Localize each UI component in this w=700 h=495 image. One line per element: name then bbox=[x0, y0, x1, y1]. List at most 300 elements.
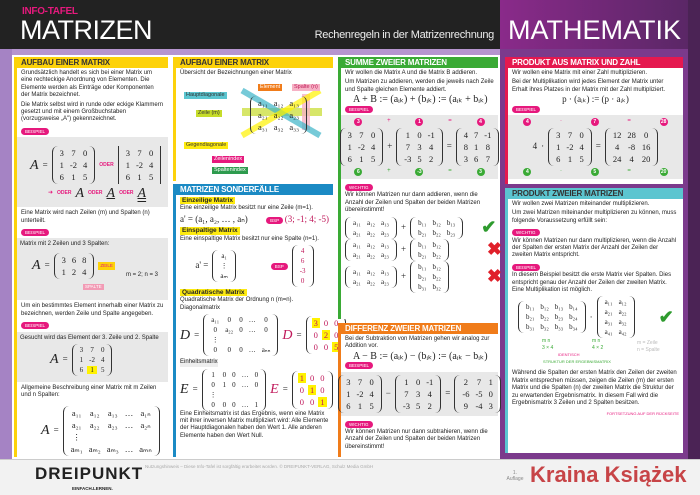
section-title: AUFBAU EINER MATRIX bbox=[17, 57, 168, 68]
matrix-result bbox=[456, 128, 500, 166]
example-badge: BEISPIEL bbox=[21, 128, 49, 135]
text: Während die Spalten der ersten Matrix den Zeilen der zweiten Matrix entsprechen müssen, zeigen die Zeilen (m) der ersten Matrix und die Spalten (n) der zweiten Matrix die Struktur der zu erwartenden Ergebnismatrix. In diesem Fall wird die Ergebnismatrix 3 Zeilen und 2 Spalten besitzen. bbox=[512, 370, 677, 407]
matrix-cell: … bbox=[241, 400, 249, 409]
number-circle: 4 bbox=[523, 118, 531, 126]
matrix-cell bbox=[123, 432, 136, 442]
matrix-cell: 28 bbox=[627, 130, 636, 141]
or-label: ODER bbox=[119, 190, 134, 197]
matrix-row bbox=[124, 160, 156, 170]
matrix-cell: 0 bbox=[310, 372, 315, 383]
important-badge: WICHTIG bbox=[345, 421, 373, 428]
matrix-cell: 3 bbox=[488, 400, 493, 411]
matrix-cell: 7 bbox=[357, 376, 363, 387]
matrix-cell: 0 bbox=[334, 318, 339, 329]
matrix-cell: b₁₂ bbox=[432, 240, 441, 249]
matrix-row bbox=[60, 267, 89, 277]
matrix-cell: 1 bbox=[61, 266, 66, 277]
text: Bei der Subtraktion von Matrizen gehen wir analog zur Addition vor. bbox=[345, 336, 490, 350]
matrix-cell bbox=[223, 336, 235, 344]
matrix-row bbox=[524, 303, 580, 311]
operator: · bbox=[560, 118, 563, 125]
matrix-row bbox=[256, 98, 301, 108]
check-icon: ✔ bbox=[481, 216, 497, 237]
matrix-cell: 1 bbox=[404, 376, 409, 387]
matrix-row bbox=[209, 326, 272, 334]
mn-label: m n bbox=[542, 338, 551, 345]
matrix-cell: a₁₃ bbox=[381, 218, 389, 227]
matrix-cell bbox=[237, 336, 245, 344]
matrix-grid bbox=[345, 217, 397, 239]
matrix-cell: b₃₂ bbox=[540, 323, 549, 332]
matrix-cell: 7 bbox=[137, 148, 142, 159]
matrix-row bbox=[402, 142, 436, 152]
operator: + bbox=[387, 168, 391, 175]
matrix-cell: 6 bbox=[125, 172, 130, 183]
matrix-cell: aₘ bbox=[220, 272, 228, 281]
text: Grundsätzlich handelt es sich bei einer Matrix um eine rechteckige Anordnung von Elementen. Die Elemente werden als Einträge oder Komponenten der Matrix bezeichnet. bbox=[21, 70, 154, 99]
matrix-cell: 0 bbox=[300, 277, 305, 286]
important-badge: WICHTIG bbox=[512, 229, 540, 236]
label-column: Spalte (n) bbox=[294, 84, 318, 90]
matrix-row bbox=[69, 420, 154, 430]
matrix-cell: -2 bbox=[135, 160, 144, 171]
matrix-row bbox=[256, 122, 301, 132]
matrix-cell: 0 bbox=[334, 330, 339, 341]
matrix-cell: … bbox=[248, 326, 256, 335]
label-row-index: Zeilenindex bbox=[214, 156, 243, 162]
matrix-cell: 3 bbox=[417, 142, 422, 153]
matrix-name: D bbox=[282, 327, 293, 343]
matrix-cell: 7 bbox=[474, 130, 479, 141]
equals: = bbox=[192, 383, 198, 394]
matrix-cell: -5 bbox=[475, 388, 483, 399]
subject-banner bbox=[500, 0, 690, 49]
matrix-cell: aₙₙ bbox=[261, 346, 271, 355]
matrix-row bbox=[218, 252, 229, 260]
matrix-cell: 6 bbox=[347, 154, 352, 165]
matrix-cell: 1 bbox=[405, 130, 410, 141]
matrix-cell: 0 bbox=[299, 384, 305, 395]
matrix-cell: a₂₃ bbox=[381, 277, 389, 286]
matrix-row bbox=[78, 346, 107, 354]
or-label: ODER bbox=[88, 190, 103, 197]
matrix-a bbox=[338, 375, 382, 413]
matrix-cell: 0 bbox=[82, 148, 88, 159]
number-circle: 1 bbox=[415, 118, 423, 126]
example-title: Gesucht wird das Element der 3. Zeile und 2. Spalte bbox=[20, 334, 159, 341]
matrix-brackets bbox=[118, 146, 162, 184]
section-title: SUMME ZWEIER MATRIZEN bbox=[341, 57, 498, 68]
matrix-row bbox=[524, 323, 580, 331]
matrix-cell: 4 bbox=[300, 247, 305, 256]
matrix-row bbox=[124, 148, 156, 158]
plus: + bbox=[401, 221, 407, 232]
matrix-name: A bbox=[30, 157, 39, 173]
matrix-cell: 0 bbox=[239, 346, 243, 355]
matrix-cell: 1 bbox=[222, 380, 227, 389]
matrix-grid bbox=[410, 261, 449, 293]
matrix-cell bbox=[260, 336, 273, 344]
matrix-grid bbox=[597, 296, 635, 338]
matrix-cell: b₂₁ bbox=[526, 313, 535, 322]
matrix-grid bbox=[456, 128, 500, 166]
matrix-row bbox=[460, 401, 494, 411]
matrix-row bbox=[298, 385, 327, 395]
text: Um zwei Matrizen miteinander multiplizieren zu können, muss folgende Voraussetzung erfüllt sein: bbox=[512, 210, 677, 224]
matrix-name: E bbox=[180, 381, 189, 397]
number-circle: 28 bbox=[660, 119, 667, 126]
matrix bbox=[410, 217, 463, 239]
matrix-row bbox=[298, 267, 308, 275]
matrix-cell: 3 bbox=[415, 388, 421, 399]
kicker: INFO-TAFEL bbox=[22, 6, 78, 17]
matrix-cell: 4 bbox=[463, 130, 469, 141]
matrix-cell: 3 bbox=[79, 346, 84, 355]
matrix-cell: 1 bbox=[346, 388, 351, 399]
matrix-cell: b₃₄ bbox=[569, 323, 578, 332]
matrix-cell: a₂₁ bbox=[604, 308, 613, 317]
matrix-result bbox=[605, 128, 659, 166]
matrix-row bbox=[69, 432, 154, 442]
matrix-cell: -1 bbox=[426, 376, 434, 387]
subheading: Quadratische Matrix bbox=[182, 289, 245, 297]
matrix-cell: a₁₁ bbox=[211, 316, 220, 325]
page-title: MATRIZEN bbox=[20, 15, 152, 45]
matrix-row bbox=[351, 251, 391, 259]
legend-m: m = Zeile bbox=[637, 340, 658, 347]
text: Wir können Matrizen nur dann subtrahieren, wenn die Anzahl der Zeilen und Spalten der beiden Matrizen übereinstimmt! bbox=[345, 429, 488, 450]
valid-example bbox=[345, 216, 497, 239]
check-icon: ✔ bbox=[658, 306, 674, 327]
matrix-row bbox=[298, 257, 308, 265]
legend-n: n = Spalte bbox=[637, 347, 660, 354]
number-circle: 3 bbox=[354, 118, 362, 126]
matrix-row bbox=[78, 356, 107, 364]
matrix-cell: b₂₁ bbox=[418, 250, 427, 259]
matrix-b bbox=[518, 301, 586, 333]
general-matrix bbox=[63, 406, 160, 456]
matrix-cell: -3 bbox=[404, 154, 412, 165]
matrix-grid bbox=[212, 250, 235, 282]
notation-a: A bbox=[75, 186, 85, 202]
matrix-row bbox=[351, 268, 391, 276]
matrix-cell: a₂₂ bbox=[618, 308, 627, 317]
matrix-grid bbox=[54, 253, 95, 279]
matrix-row bbox=[346, 154, 378, 164]
matrix-cell: 0 bbox=[100, 346, 105, 355]
bottom-calculation bbox=[344, 168, 495, 176]
matrix-cell: … bbox=[124, 443, 134, 454]
label-main-diagonal: Hauptdiagonale bbox=[186, 92, 225, 98]
top-calculation bbox=[344, 118, 495, 126]
matrix-cell: aₘ₃ bbox=[106, 443, 119, 454]
text: Eine Matrix wird nach Zeilen (m) und Spalten (n) unterteilt. bbox=[21, 210, 150, 224]
matrix-b bbox=[396, 128, 442, 166]
matrix-row bbox=[416, 283, 443, 291]
matrix-cell: 5 bbox=[579, 154, 584, 165]
matrix-row bbox=[401, 389, 435, 399]
formula: A + B := (aᵢₖ) + (bᵢₖ) := (aᵢₖ + bᵢₖ) bbox=[353, 94, 488, 106]
matrix-row bbox=[69, 408, 154, 418]
section-difference bbox=[338, 323, 498, 457]
matrix-row bbox=[312, 330, 341, 340]
matrix-cell: ⋮ bbox=[72, 431, 81, 442]
matrix-grid bbox=[292, 371, 333, 409]
watermark: Kraina Książek bbox=[530, 462, 687, 487]
matrix-cell: 0 bbox=[264, 326, 268, 335]
matrix-cell: 4 bbox=[429, 142, 434, 153]
label-anti-diagonal: Gegendiagonale bbox=[186, 142, 227, 148]
matrix-cell: 3 bbox=[347, 130, 352, 141]
section-scalar-product bbox=[505, 57, 683, 184]
matrix-cell: a₁₂ bbox=[367, 240, 375, 249]
equals: = bbox=[595, 141, 601, 152]
matrix-cell: b₃₁ bbox=[418, 282, 427, 291]
text: Diagonalmatrix bbox=[180, 304, 221, 311]
example-box bbox=[17, 238, 168, 300]
matrix-cell: a₂₁ bbox=[353, 250, 361, 259]
matrix-row bbox=[58, 172, 90, 182]
matrix-cell: … bbox=[124, 419, 134, 430]
matrix-cell: 4 bbox=[579, 142, 584, 153]
matrix bbox=[345, 266, 397, 288]
matrix-grid bbox=[345, 239, 397, 261]
matrix-b bbox=[395, 375, 441, 413]
text: Quadratische Matrix der Ordnung n (m=n). bbox=[180, 297, 294, 304]
example: (3; -1; 4; -5) bbox=[284, 213, 329, 224]
equals: = bbox=[194, 329, 200, 340]
number-circle: 3 bbox=[477, 168, 485, 176]
matrix-cell: ⋮ bbox=[220, 262, 228, 271]
matrix-row bbox=[346, 130, 378, 140]
matrix-cell: -2 bbox=[89, 356, 95, 365]
matrix-cell: 4 bbox=[100, 356, 105, 365]
section-aufbau bbox=[14, 57, 168, 457]
matrix-cell: 8 bbox=[82, 254, 87, 265]
matrix-grid bbox=[250, 96, 307, 134]
matrix-cell: 7 bbox=[567, 130, 573, 141]
matrix-row bbox=[603, 318, 629, 326]
example-badge: BEISPIEL bbox=[512, 106, 540, 113]
matrix-cell: 1 bbox=[488, 376, 493, 387]
matrix-row bbox=[218, 262, 229, 270]
matrix-cell: 6 bbox=[71, 254, 77, 265]
text: Wir können Matrizen nur dann addieren, wenn die Anzahl der Zeilen und Spalten der beiden Matrizen übereinstimmt! bbox=[345, 192, 481, 214]
matrix-cell: b₁₁ bbox=[418, 262, 427, 271]
example-box bbox=[341, 115, 498, 179]
matrix-cell: 5 bbox=[100, 366, 105, 375]
matrix-cell: a₁₂ bbox=[273, 98, 284, 108]
matrix-row bbox=[69, 444, 154, 454]
matrix-cell: 1 bbox=[137, 172, 142, 183]
matrix-cell bbox=[230, 391, 238, 399]
logo: DREIPUNKT bbox=[35, 464, 144, 483]
matrix-cell: b₃₃ bbox=[554, 323, 564, 332]
matrix-cell: 6 bbox=[79, 366, 84, 375]
matrix-cell: 0 bbox=[239, 316, 243, 325]
matrix-row bbox=[611, 154, 653, 164]
matrix-row bbox=[58, 160, 90, 170]
number-circle: -3 bbox=[417, 169, 422, 176]
example-box bbox=[341, 372, 498, 416]
matrix-cell: 4 bbox=[614, 142, 620, 153]
matrix-row bbox=[416, 251, 443, 259]
matrix-cell: … bbox=[248, 316, 256, 325]
matrix-row bbox=[611, 142, 653, 152]
cross-icon: ✖ bbox=[486, 265, 502, 286]
matrix-cell: -1 bbox=[427, 130, 435, 141]
matrix-row bbox=[462, 154, 494, 164]
times: · bbox=[541, 141, 545, 152]
matrix bbox=[212, 250, 235, 282]
operator: = bbox=[448, 168, 452, 175]
matrix-row bbox=[460, 377, 494, 387]
matrix-cell: b₂₃ bbox=[446, 228, 456, 237]
matrix-cell: 7 bbox=[405, 142, 410, 153]
matrix-row bbox=[298, 247, 308, 255]
matrix-grid bbox=[118, 146, 162, 184]
label-column-index: Spaltenindex bbox=[214, 167, 246, 173]
example-badge: BEISPIEL bbox=[345, 106, 373, 113]
number-circle: 4 bbox=[523, 168, 531, 176]
matrix-row bbox=[208, 401, 261, 409]
text: Wir wollen eine Matrix mit einer Zahl multiplizieren. bbox=[512, 70, 648, 76]
matrix-cell: b₂₄ bbox=[569, 313, 578, 322]
structure-label: STRUKTUR DER ERGEBNISMATRIX bbox=[543, 359, 611, 365]
matrix-row bbox=[298, 397, 327, 407]
matrix-cell: 0 bbox=[488, 388, 493, 399]
plus: + bbox=[401, 270, 407, 281]
matrix-cell: 7 bbox=[90, 346, 94, 355]
text: Wir wollen die Matrix A und die Matrix B addieren. bbox=[345, 70, 478, 76]
matrix-cell: a₁₂ bbox=[89, 407, 100, 418]
matrix-cell: 0 bbox=[643, 130, 649, 141]
edition: 1. Auflage bbox=[506, 470, 524, 482]
matrix-row bbox=[298, 277, 308, 285]
matrix bbox=[410, 239, 449, 261]
matrix-cell: 0 bbox=[313, 342, 318, 353]
subtitle: Rechenregeln in der Matrizenrechnung bbox=[314, 29, 494, 41]
matrix-row bbox=[416, 273, 443, 281]
matrix-cell: … bbox=[248, 346, 256, 355]
matrix-row bbox=[346, 142, 378, 152]
matrix-cell: a₁₁ bbox=[353, 218, 361, 227]
matrix-cell: 3 bbox=[313, 318, 318, 329]
matrix-cell: 6 bbox=[300, 257, 305, 266]
matrix-cell bbox=[247, 336, 258, 344]
matrix-cell: a₁₃ bbox=[381, 267, 389, 276]
matrix-cell: 0 bbox=[370, 130, 376, 141]
matrix-grid bbox=[605, 128, 659, 166]
minus: − bbox=[385, 387, 391, 398]
matrix-row bbox=[416, 219, 457, 227]
matrix-cell: b₁₂ bbox=[432, 262, 441, 271]
row-label: ZEILE bbox=[100, 263, 113, 269]
example-badge: BEISPIEL bbox=[345, 362, 373, 369]
equals: = bbox=[296, 329, 302, 340]
matrix-name: D bbox=[180, 327, 191, 343]
matrix-cell: 1 bbox=[59, 160, 64, 171]
label: a' = bbox=[195, 260, 209, 271]
matrix-cell: -8 bbox=[628, 142, 636, 153]
matrix-cell: 6 bbox=[59, 172, 64, 183]
times: · bbox=[589, 311, 593, 322]
section-title: PRODUKT AUS MATRIX UND ZAHL bbox=[508, 57, 683, 68]
matrix-grid bbox=[396, 128, 442, 166]
number-circle: 4 bbox=[477, 118, 485, 126]
text: Allgemeine Beschreibung einer Matrix mit m Zeilen und n Spalten: bbox=[21, 384, 157, 399]
text: Übersicht der Bezeichnungen einer Matrix bbox=[180, 70, 292, 76]
plus: + bbox=[387, 141, 393, 152]
matrix-grid bbox=[63, 406, 160, 456]
mn-label: m n bbox=[592, 338, 601, 345]
bottom-calculation bbox=[511, 168, 680, 176]
matrix-cell: a₁ₙ bbox=[140, 407, 151, 418]
equals: = bbox=[53, 424, 59, 435]
matrix-row bbox=[603, 328, 629, 336]
matrix-cell: b₁₂ bbox=[432, 218, 441, 227]
text: Eine einspaltige Matrix besitzt nur eine Spalte (n=1). bbox=[180, 235, 319, 242]
equals: = bbox=[445, 387, 451, 398]
notice: Nutzungshinweis – Diese Info-Tafel ist sorgfältig erarbeitet worden. © DREIPUNKT-VERLAG, Schulz Media GmbH bbox=[145, 464, 374, 469]
matrix-cell bbox=[87, 432, 103, 442]
matrix-grid bbox=[410, 217, 463, 239]
matrix-cell: -2 bbox=[69, 160, 77, 171]
matrix-cell: a₂₂ bbox=[89, 419, 100, 430]
matrix-cell: 6 bbox=[474, 154, 479, 165]
matrix-row bbox=[554, 142, 586, 152]
matrix-row bbox=[402, 130, 436, 140]
operator: + bbox=[387, 118, 391, 125]
subject: MATHEMATIK bbox=[508, 15, 681, 45]
matrix-cell: 1 bbox=[357, 400, 363, 411]
matrix-grid bbox=[338, 375, 382, 413]
matrix-grid bbox=[202, 369, 267, 411]
left-band bbox=[0, 49, 12, 459]
matrix-cell: a₂₁ bbox=[353, 228, 361, 237]
matrix-cell: 3 bbox=[59, 148, 64, 159]
matrix-cell: … bbox=[241, 380, 249, 389]
matrix-row bbox=[312, 342, 341, 352]
matrix-cell: a₃₂ bbox=[273, 122, 284, 132]
matrix-row bbox=[462, 130, 494, 140]
operator: · bbox=[560, 168, 563, 175]
label-row: Zeile (m) bbox=[198, 110, 220, 116]
matrix-cell: 3 bbox=[346, 376, 351, 387]
matrix-grid bbox=[454, 375, 500, 413]
section-matrix-product bbox=[505, 188, 683, 453]
matrix-cell: -3 bbox=[299, 267, 306, 276]
matrix-name: E bbox=[270, 381, 279, 397]
section-sum bbox=[338, 57, 502, 319]
text: Eine einzeilige Matrix besitzt nur eine Zeile (m=1). bbox=[180, 205, 313, 212]
matrix bbox=[548, 128, 592, 166]
example-badge: BSP bbox=[271, 263, 288, 270]
matrix-cell: 7 bbox=[404, 388, 409, 399]
matrix-a bbox=[597, 296, 635, 338]
matrix-cell: a₄₂ bbox=[618, 328, 627, 337]
matrix-cell bbox=[221, 391, 229, 399]
text: In diesem Beispiel besitzt die erste Matrix vier Spalten. Dies entspricht genau der Anzahl der Zeilen der zweiten Matrix. Eine Multiplikation ist möglich. bbox=[512, 272, 672, 294]
matrix bbox=[52, 146, 96, 184]
formula: a' = (a₁, a₂, … , aₙ) bbox=[180, 214, 248, 225]
text: Bei der Multiplikation wird jedes Element der Matrix unter Erhalt ihres Platzes in der Matrix mit der Zahl multipliziert. bbox=[512, 79, 666, 93]
text: Wir können Matrizen nur dann multiplizieren, wenn die Anzahl der Spalten der ersten Matrix der Anzahl der Zeilen der zweiten Matrix entspricht. bbox=[512, 237, 677, 259]
matrix-cell: 0 bbox=[369, 376, 374, 387]
matrix-cell: 4 bbox=[82, 160, 88, 171]
matrix-cell: 4 bbox=[149, 160, 154, 171]
or-label: ODER bbox=[99, 161, 114, 168]
